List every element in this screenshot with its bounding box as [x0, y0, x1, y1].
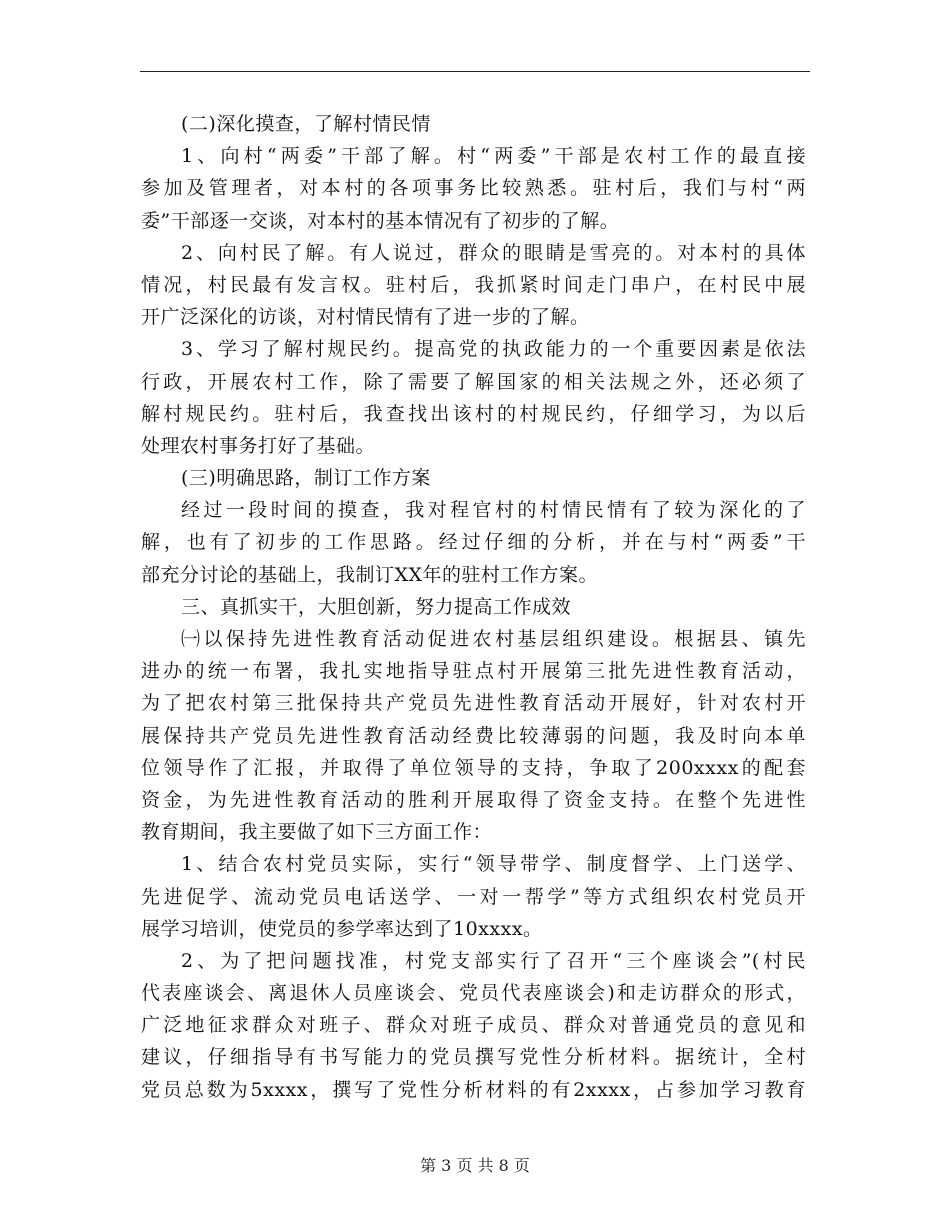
section-heading: (三)明确思路，制订工作方案: [181, 467, 431, 490]
paragraph-line: 教育期间，我主要做了如下三方面工作：: [141, 821, 493, 844]
paragraph-line: 行政，开展农村工作，除了需要了解国家的相关法规之外，还必须了: [141, 370, 806, 393]
paragraph-line: 先进促学、流动党员电话送学、一对一帮学”等方式组织农村党员开: [141, 885, 806, 908]
header-rule: [140, 71, 810, 72]
paragraph-line: ㈠以保持先进性教育活动促进农村基层组织建设。根据县、镇先: [181, 628, 806, 650]
paragraph-line: 广泛地征求群众对班子、群众对班子成员、群众对普通党员的意见和: [141, 1014, 806, 1037]
paragraph-line: 处理农村事务打好了基础。: [141, 434, 376, 457]
paragraph-line: 建议，仔细指导有书写能力的党员撰写党性分析材料。据统计，全村: [141, 1046, 806, 1069]
paragraph-line: 部充分讨论的基础上，我制订XX年的驻村工作方案。: [141, 563, 599, 586]
page-number: 第 3 页 共 8 页: [420, 1156, 530, 1175]
paragraph-line: 2、为了把问题找准，村党支部实行了召开“三个座谈会”(村民: [181, 949, 806, 972]
paragraph-line: 党员总数为5xxxx，撰写了党性分析材料的有2xxxx，占参加学习教育: [141, 1078, 806, 1101]
paragraph-line: 开广泛深化的访谈，对村情民情有了进一步的了解。: [141, 306, 590, 329]
paragraph-line: 资金，为先进性教育活动的胜利开展取得了资金支持。在整个先进性: [141, 788, 806, 811]
paragraph-line: 1、结合农村党员实际，实行“领导带学、制度督学、上门送学、: [181, 853, 806, 876]
document-body: [141, 108, 806, 1106]
paragraph-line: 1、向村“两委”干部了解。村“两委”干部是农村工作的最直接: [181, 145, 806, 168]
paragraph-line: 位领导作了汇报，并取得了单位领导的支持，争取了200xxxx的配套: [141, 756, 806, 779]
paragraph-line: 情况，村民最有发言权。驻村后，我抓紧时间走门串户，在村民中展: [141, 273, 806, 296]
section-heading: (二)深化摸查，了解村情民情: [181, 113, 431, 135]
paragraph-line: 为了把农村第三批保持共产党员先进性教育活动开展好，针对农村开: [141, 692, 806, 715]
paragraph-line: 展学习培训，使党员的参学率达到了10xxxx。: [141, 917, 543, 940]
paragraph-line: 3、学习了解村规民约。提高党的执政能力的一个重要因素是依法: [181, 338, 806, 361]
paragraph-line: 解，也有了初步的工作思路。经过仔细的分析，并在与村“两委”干: [141, 531, 806, 554]
paragraph-line: 展保持共产党员先进性教育活动经费比较薄弱的问题，我及时向本单: [141, 724, 806, 747]
paragraph-line: 进办的统一布署，我扎实地指导驻点村开展第三批先进性教育活动，: [141, 660, 806, 683]
paragraph-line: 经过一段时间的摸查，我对程官村的村情民情有了较为深化的了: [181, 499, 806, 522]
paragraph-line: 参加及管理者，对本村的各项事务比较熟悉。驻村后，我们与村“两: [141, 177, 806, 200]
paragraph-line: 解村规民约。驻村后，我查找出该村的村规民约，仔细学习，为以后: [141, 402, 806, 425]
paragraph-line: 委”干部逐一交谈，对本村的基本情况有了初步的了解。: [141, 209, 620, 232]
paragraph-line: 2、向村民了解。有人说过，群众的眼睛是雪亮的。对本村的具体: [181, 241, 806, 264]
paragraph-line: 代表座谈会、离退休人员座谈会、党员代表座谈会)和走访群众的形式，: [141, 982, 806, 1005]
section-heading: 三、真抓实干，大胆创新，努力提高工作成效: [181, 595, 572, 618]
